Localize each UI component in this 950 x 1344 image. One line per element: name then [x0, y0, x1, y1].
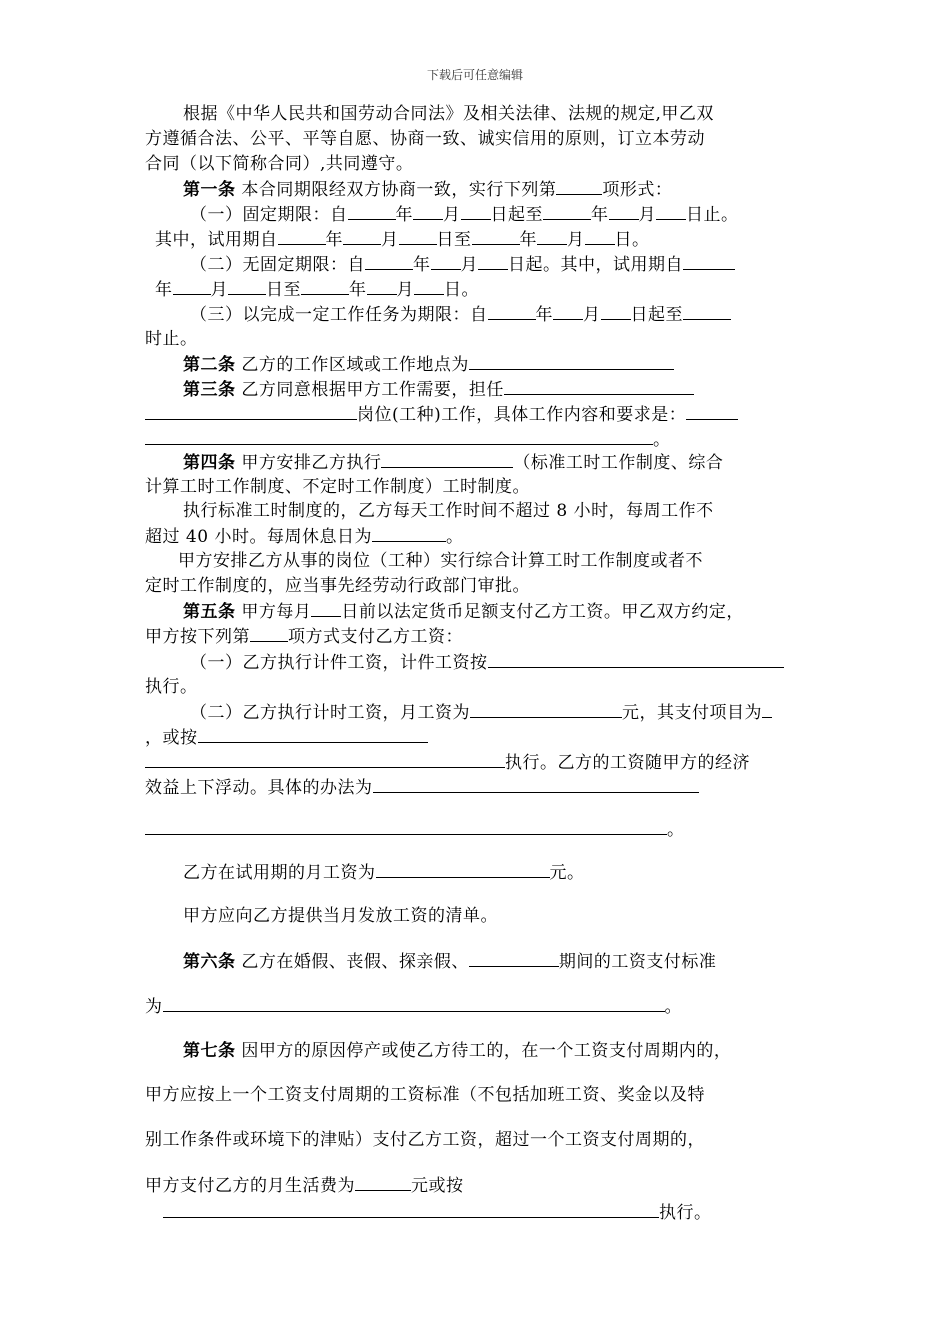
blank[interactable] [609, 203, 639, 220]
preamble-line-3: 合同（以下简称合同）,共同遵守。 [145, 154, 414, 174]
article-2: 第二条 乙方的工作区域或工作地点为 [183, 353, 674, 376]
blank[interactable] [399, 228, 437, 245]
blank[interactable] [431, 253, 461, 270]
article-6: 第六条 乙方在婚假、丧假、探亲假、 期间的工资支付标准 [183, 952, 717, 972]
blank[interactable] [762, 701, 772, 718]
term-open-probation: 年 月 日至 年 月 日。 [155, 280, 479, 300]
blank[interactable] [469, 353, 674, 370]
blank[interactable] [656, 203, 686, 220]
blank[interactable] [488, 303, 536, 320]
blank[interactable] [686, 403, 738, 420]
blank[interactable] [537, 228, 567, 245]
wage-piece-end: 执行。 [145, 677, 198, 697]
blank[interactable] [470, 701, 622, 718]
article-7-line-3: 别工作条件或环境下的津贴）支付乙方工资，超过一个工资支付周期的， [145, 1130, 705, 1150]
article-4: 第四条 甲方安排乙方执行 （标准工时工作制度、综合 [183, 453, 724, 473]
blank[interactable] [228, 278, 266, 295]
blank[interactable] [553, 303, 583, 320]
blank[interactable] [301, 278, 349, 295]
blank[interactable] [145, 428, 653, 445]
blank[interactable] [163, 1201, 659, 1218]
blank[interactable] [478, 253, 508, 270]
blank[interactable] [198, 726, 428, 743]
blank[interactable] [601, 303, 631, 320]
article-4-line-5: 甲方安排乙方从事的岗位（工种）实行综合计算工时工作制度或者不 [178, 551, 703, 571]
blank[interactable] [278, 228, 326, 245]
preamble-line-1: 根据《中华人民共和国劳动合同法》及相关法律、法规的规定,甲乙双 [183, 104, 714, 124]
article-7-line-4: 甲方支付乙方的月生活费为 元或按 [145, 1176, 464, 1196]
blank[interactable] [504, 378, 694, 395]
blank[interactable] [367, 278, 397, 295]
article-3: 第三条 乙方同意根据甲方工作需要，担任 [183, 378, 694, 401]
blank[interactable] [365, 253, 413, 270]
probation-wage: 乙方在试用期的月工资为 元。 [183, 863, 585, 883]
wage-time-line-4: 效益上下浮动。具体的办法为 [145, 776, 699, 799]
blank[interactable] [373, 776, 699, 793]
blank[interactable] [414, 278, 444, 295]
article-6-line-2: 为 。 [145, 997, 682, 1017]
blank[interactable] [543, 203, 591, 220]
blank[interactable] [683, 303, 731, 320]
article-3-line-3: 。 [145, 428, 671, 451]
blank[interactable] [472, 228, 520, 245]
preamble-line-2: 方遵循合法、公平、平等自愿、协商一致、诚实信用的原则，订立本劳动 [145, 129, 705, 149]
blank[interactable] [311, 600, 341, 617]
wage-time-line-5: 。 [145, 818, 685, 841]
term-task-end: 时止。 [145, 329, 198, 349]
article-7-line-2: 甲方应按上一个工资支付周期的工资标准（不包括加班工资、奖金以及特 [145, 1085, 705, 1105]
wage-time-line-3: 执行。乙方的工资随甲方的经济 [145, 751, 750, 774]
blank[interactable] [585, 228, 615, 245]
blank[interactable] [163, 995, 665, 1012]
blank[interactable] [145, 818, 667, 835]
blank[interactable] [145, 403, 357, 420]
wage-time-line-2: ，或按 [145, 726, 428, 749]
article-7: 第七条 因甲方的原因停产或使乙方待工的，在一个工资支付周期内的， [183, 1041, 732, 1061]
article-5-line-2: 甲方按下列第 项方式支付乙方工资： [145, 627, 463, 647]
article-4-line-2: 计算工时工作制度、不定时工作制度）工时制度。 [145, 477, 530, 497]
payslip-note: 甲方应向乙方提供当月发放工资的清单。 [183, 906, 498, 926]
blank[interactable] [343, 228, 381, 245]
article-5: 第五条 甲方每月 日前以法定货币足额支付乙方工资。甲乙双方约定， [183, 602, 744, 622]
blank[interactable] [376, 861, 550, 878]
article-4-line-4: 超过 40 小时。每周休息日为 。 [145, 527, 464, 547]
term-open: （二）无固定期限：自 年 月 日起。其中，试用期自 [190, 253, 735, 276]
blank[interactable] [381, 451, 513, 468]
wage-time: （二）乙方执行计时工资，月工资为 元，其支付项目为 [190, 701, 772, 724]
article-4-line-3: 执行标准工时制度的，乙方每天工作时间不超过 8 小时，每周工作不 [183, 501, 714, 521]
article-3-line-2: 岗位(工种)工作，具体工作内容和要求是： [145, 403, 738, 426]
blank[interactable] [556, 178, 602, 195]
article-1: 第一条 本合同期限经双方协商一致，实行下列第 项形式： [183, 180, 673, 200]
wage-piece: （一）乙方执行计件工资，计件工资按 [190, 651, 784, 674]
term-fixed: （一）固定期限：自 年 月 日起至 年 月 日止。 [190, 205, 739, 225]
blank[interactable] [145, 751, 505, 768]
blank[interactable] [461, 203, 491, 220]
blank[interactable] [683, 253, 735, 270]
blank[interactable] [469, 950, 559, 967]
blank[interactable] [413, 203, 443, 220]
term-fixed-probation: 其中，试用期自 年 月 日至 年 月 日。 [155, 230, 650, 250]
article-4-line-6: 定时工作制度的，应当事先经劳动行政部门审批。 [145, 576, 530, 596]
page-header: 下载后可任意编辑 [426, 68, 523, 82]
blank[interactable] [355, 1174, 411, 1191]
term-task: （三）以完成一定工作任务为期限：自 年 月 日起至 [190, 303, 731, 326]
blank[interactable] [488, 651, 784, 668]
article-7-line-5: 执行。 [163, 1201, 712, 1224]
blank[interactable] [250, 625, 288, 642]
blank[interactable] [372, 525, 446, 542]
blank[interactable] [348, 203, 396, 220]
blank[interactable] [173, 278, 211, 295]
